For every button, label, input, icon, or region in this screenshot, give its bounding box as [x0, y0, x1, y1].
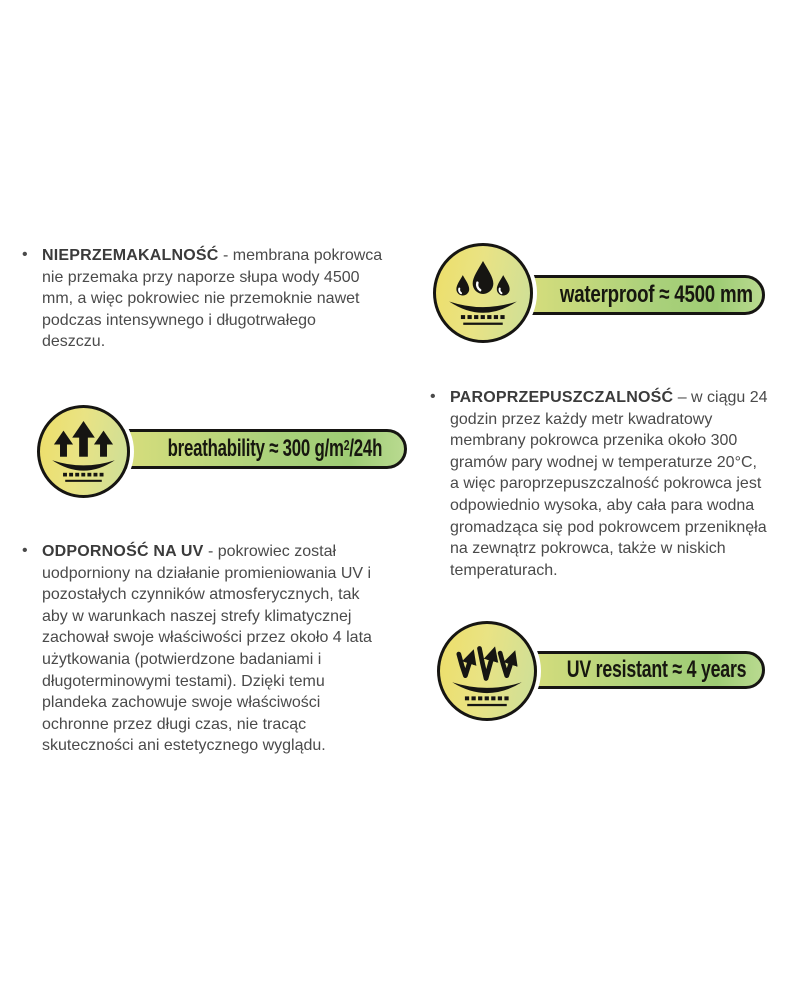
text-line: PAROPRZEPUSZCZALNOŚĆ – w ciągu 24	[450, 389, 768, 406]
text-line: temperaturach.	[450, 561, 558, 579]
text-line: membrany pokrowca przenika około 300	[450, 432, 738, 450]
text-line: gramów pary wodnej w temperaturze 20°C,	[450, 453, 757, 471]
water-drops-icon	[436, 246, 530, 340]
uv-rays-icon	[440, 624, 534, 718]
text-line: ochronne przez długi czas, nie tracąc	[42, 715, 307, 733]
text-line: NIEPRZEMAKALNOŚĆ - membrana pokrowca	[42, 247, 383, 264]
uv-resistant-label: UV resistant ≈ 4 years	[566, 656, 747, 683]
text-line: odpowiednio wysoka, aby cała para wodna	[450, 496, 755, 514]
text-line: skuteczności ani estetycznego wyglądu.	[42, 737, 326, 755]
bullet-title: NIEPRZEMAKALNOŚĆ	[42, 247, 219, 264]
waterproof-pill	[508, 275, 765, 315]
waterproof-label: waterproof ≈ 4500 mm	[559, 281, 753, 308]
text-line: ODPORNOŚĆ NA UV - pokrowiec został	[42, 543, 337, 560]
uv-resistant-circle	[437, 621, 537, 721]
bullet-marker: •	[430, 388, 436, 405]
text-line: użytkowania (potwierdzone badaniami i	[42, 650, 322, 668]
text-line: plandeka zachowuje swoje właściwości	[42, 694, 321, 712]
text-line: mm, a więc pokrowiec nie przemoknie nawet	[42, 290, 360, 308]
text-line: nie przemaka przy naporze słupa wody 4500	[42, 268, 360, 286]
bullet-paroprzepuszczalnosc	[430, 387, 795, 581]
bullet-title: PAROPRZEPUSZCZALNOŚĆ	[450, 389, 674, 406]
text-line: uodporniony na działanie promieniowania UV i	[42, 564, 372, 582]
text-line: godzin przez każdy metr kwadratowy	[450, 410, 713, 428]
breathability-pill	[104, 429, 407, 469]
text-line: długoterminowymi testami). Dzięki temu	[42, 672, 325, 690]
breathability-circle	[37, 405, 130, 498]
bullet-odpornosc-na-uv	[22, 541, 422, 757]
uv-resistant-pill	[508, 651, 765, 689]
text-line: podczas intensywnego i długotrwałego	[42, 311, 316, 329]
bullet-marker: •	[22, 246, 28, 263]
text-line: pozostałych czynników atmosferycznych, tak	[42, 586, 360, 604]
text-line: a więc paroprzepuszczalność pokrowca jest	[450, 475, 762, 493]
breathability-label: breathability ≈ 300 $g/m^2/24h$	[167, 435, 383, 462]
waterproof-circle	[433, 243, 533, 343]
text-line: na zewnątrz pokrowca, także w niskich	[450, 540, 726, 558]
text-line: aby w warunkach naszej strefy klimatycznej	[42, 607, 352, 625]
breathability-arrows-icon	[40, 408, 127, 495]
text-line: zachował swoje właściwości przez około 4 lata	[42, 629, 372, 647]
text-line: deszczu.	[42, 333, 106, 351]
bullet-marker: •	[22, 542, 28, 559]
text-line: gromadząca się pod pokrowcem przeniknęła	[450, 518, 767, 536]
bullet-nieprzemakalnosc	[22, 245, 422, 353]
bullet-title: ODPORNOŚĆ NA UV	[42, 543, 204, 560]
